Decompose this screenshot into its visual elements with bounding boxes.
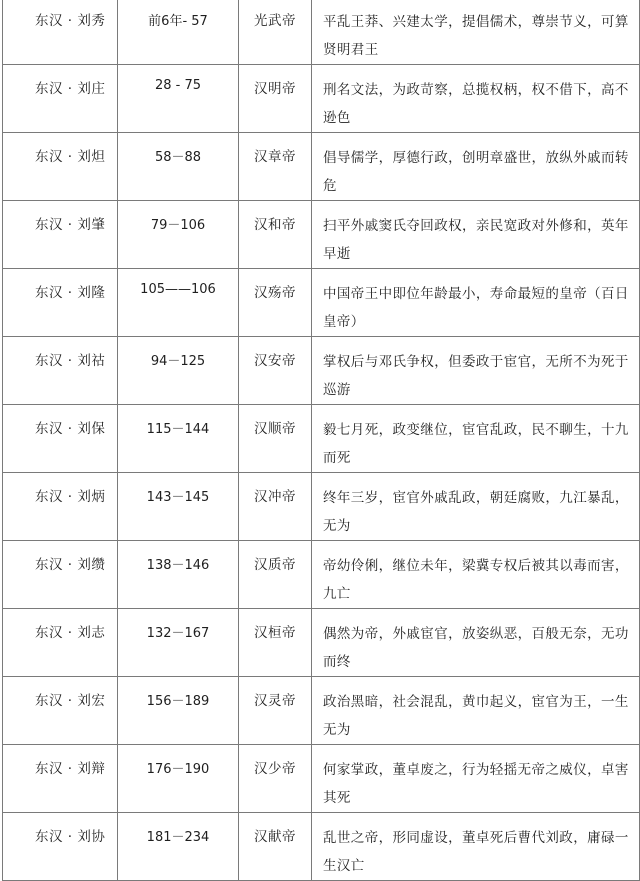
emperor-name-cell: 东汉 · 刘肇: [3, 201, 118, 269]
emperor-name-cell: 东汉 · 刘秀: [3, 0, 118, 65]
table-row: [3, 813, 640, 881]
description-cell: 偶然为帝，外戚宦官，放姿纵恶，百般无奈，无功而终: [312, 609, 640, 677]
temple-title-cell: 汉明帝: [239, 65, 312, 133]
description-cell: 乱世之帝，形同虚设，董卓死后曹代刘政，庸碌一生汉亡: [312, 813, 640, 881]
description-cell: 刑名文法，为政苛察，总揽权柄，权不借下，高不逊色: [312, 65, 640, 133]
emperor-name-cell: 东汉 · 刘炟: [3, 133, 118, 201]
reign-years-cell: 181－234: [118, 813, 239, 881]
description-cell: 扫平外戚窦氏夺回政权，亲民宽政对外修和，英年早逝: [312, 201, 640, 269]
table-row: [3, 405, 640, 473]
reign-years-cell: 58－88: [118, 133, 239, 201]
table-row: [3, 269, 640, 337]
emperor-name-cell: 东汉 · 刘协: [3, 813, 118, 881]
temple-title-cell: 光武帝: [239, 0, 312, 65]
description-cell: 掌权后与邓氏争权，但委政于宦官，无所不为死于巡游: [312, 337, 640, 405]
reign-years-cell: 94－125: [118, 337, 239, 405]
description-cell: 终年三岁，宦官外戚乱政，朝廷腐败，九江暴乱，无为: [312, 473, 640, 541]
temple-title-cell: 汉和帝: [239, 201, 312, 269]
temple-title-cell: 汉桓帝: [239, 609, 312, 677]
table-row: [3, 609, 640, 677]
description-cell: 倡导儒学，厚德行政，创明章盛世，放纵外戚而转危: [312, 133, 640, 201]
emperor-name-cell: 东汉 · 刘保: [3, 405, 118, 473]
reign-years-cell: 132－167: [118, 609, 239, 677]
table-row: [3, 473, 640, 541]
table-row: [3, 65, 640, 133]
table-row: [3, 201, 640, 269]
reign-years-cell: 前6年- 57: [118, 0, 239, 65]
table-row: [3, 337, 640, 405]
emperor-name-cell: 东汉 · 刘祜: [3, 337, 118, 405]
temple-title-cell: 汉章帝: [239, 133, 312, 201]
description-cell: 政治黑暗，社会混乱，黄巾起义，宦官为王，一生无为: [312, 677, 640, 745]
reign-years-cell: 105——106: [118, 269, 239, 337]
reign-years-cell: 156－189: [118, 677, 239, 745]
temple-title-cell: 汉殇帝: [239, 269, 312, 337]
emperor-name-cell: 东汉 · 刘辩: [3, 745, 118, 813]
description-cell: 平乱王莽、兴建太学，提倡儒术，尊崇节义，可算贤明君王: [312, 0, 640, 65]
description-cell: 毅七月死，政变继位，宦官乱政，民不聊生，十九而死: [312, 405, 640, 473]
temple-title-cell: 汉质帝: [239, 541, 312, 609]
emperor-name-cell: 东汉 · 刘志: [3, 609, 118, 677]
temple-title-cell: 汉献帝: [239, 813, 312, 881]
emperor-name-cell: 东汉 · 刘炳: [3, 473, 118, 541]
reign-years-cell: 79－106: [118, 201, 239, 269]
reign-years-cell: 176－190: [118, 745, 239, 813]
emperor-name-cell: 东汉 · 刘缵: [3, 541, 118, 609]
table-row: [3, 541, 640, 609]
emperor-name-cell: 东汉 · 刘宏: [3, 677, 118, 745]
emperor-table: [2, 0, 640, 881]
table-row: [3, 0, 640, 65]
emperor-name-cell: 东汉 · 刘庄: [3, 65, 118, 133]
emperor-table-body: [3, 0, 640, 881]
temple-title-cell: 汉安帝: [239, 337, 312, 405]
temple-title-cell: 汉少帝: [239, 745, 312, 813]
emperor-name-cell: 东汉 · 刘隆: [3, 269, 118, 337]
reign-years-cell: 28 - 75: [118, 65, 239, 133]
temple-title-cell: 汉冲帝: [239, 473, 312, 541]
reign-years-cell: 115－144: [118, 405, 239, 473]
reign-years-cell: 143－145: [118, 473, 239, 541]
description-cell: 中国帝王中即位年龄最小，寿命最短的皇帝（百日皇帝）: [312, 269, 640, 337]
table-row: [3, 745, 640, 813]
temple-title-cell: 汉顺帝: [239, 405, 312, 473]
table-row: [3, 133, 640, 201]
temple-title-cell: 汉灵帝: [239, 677, 312, 745]
table-row: [3, 677, 640, 745]
description-cell: 何家掌政，董卓废之，行为轻摇无帝之威仪，卓害其死: [312, 745, 640, 813]
reign-years-cell: 138－146: [118, 541, 239, 609]
description-cell: 帝幼伶俐，继位未年，梁冀专权后被其以毒而害，九亡: [312, 541, 640, 609]
